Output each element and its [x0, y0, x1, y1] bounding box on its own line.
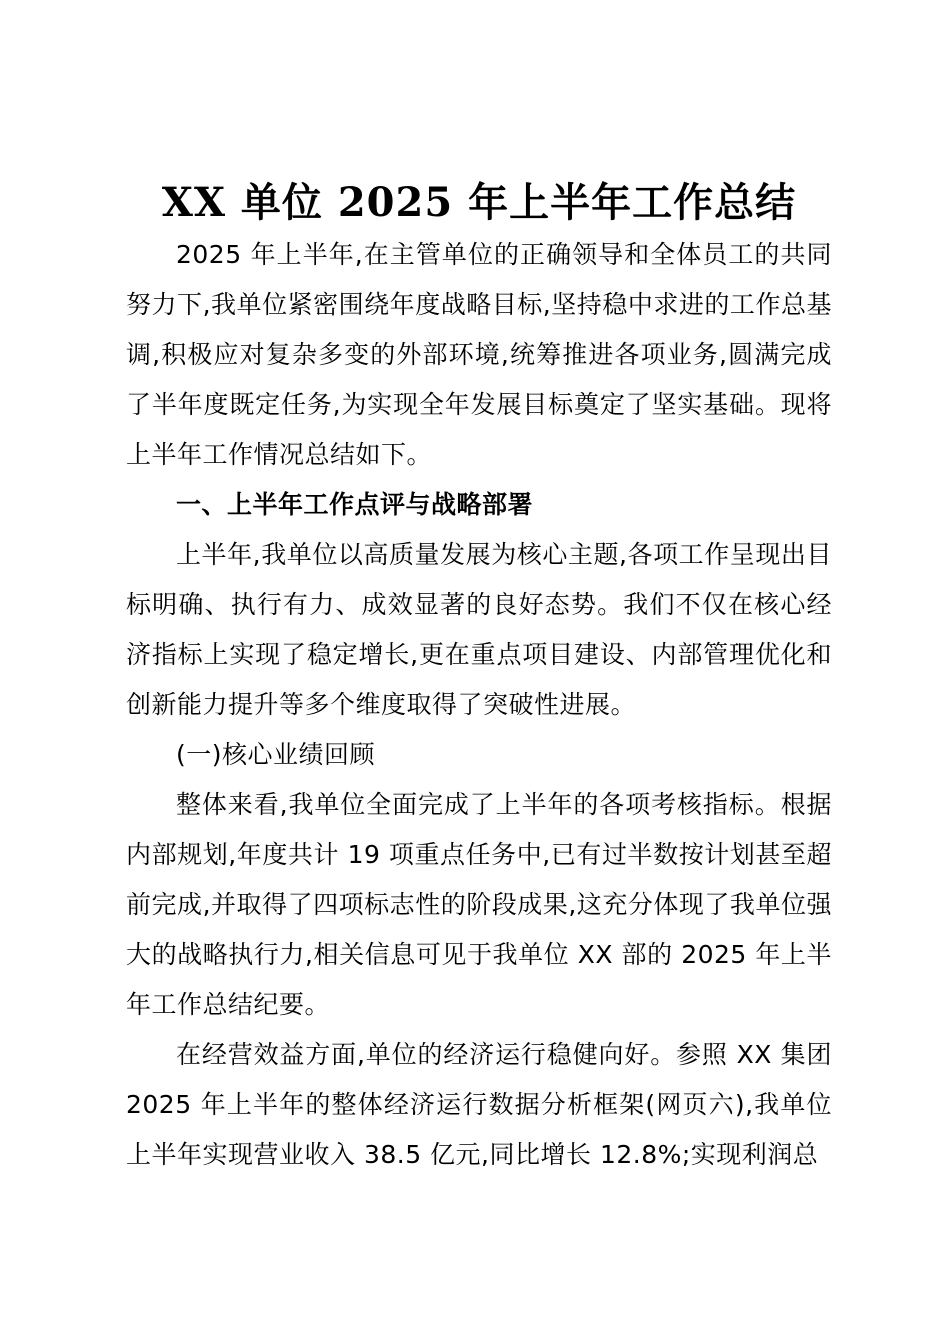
document-content: [126, 176, 832, 1180]
document-title: XX 单位 2025 年上半年工作总结: [161, 179, 797, 226]
paragraph-intro: 2025 年上半年,在主管单位的正确领导和全体员工的共同努力下,我单位紧密围绕年度战略目标,坚持稳中求进的工作总基调,积极应对复杂多变的外部环境,统筹推进各项业务,圆满完成了半年度既定任务,为实现全年发展目标奠定了坚实基础。现将上半年工作情况总结如下。: [126, 240, 832, 469]
subsection-heading-1-1: (一)核心业绩回顾: [176, 740, 376, 769]
paragraph-performance-review: 整体来看,我单位全面完成了上半年的各项考核指标。根据内部规划,年度共计 19 项重点任务中,已有过半数按计划甚至超前完成,并取得了四项标志性的阶段成果,这充分体现了我单位强大的战略执行力,相关信息可见于我单位 XX 部的 2025 年上半年工作总结纪要。: [126, 790, 832, 1019]
section-heading-1: 一、上半年工作点评与战略部署: [176, 490, 534, 519]
paragraph-economic-results: 在经营效益方面,单位的经济运行稳健向好。参照 XX 集团 2025 年上半年的整体经济运行数据分析框架(网页六),我单位上半年实现营业收入 38.5 亿元,同比增长 12.8%;实现利润总: [126, 1040, 832, 1169]
paragraph-overview: 上半年,我单位以高质量发展为核心主题,各项工作呈现出目标明确、执行有力、成效显著的良好态势。我们不仅在核心经济指标上实现了稳定增长,更在重点项目建设、内部管理优化和创新能力提升等多个维度取得了突破性进展。: [126, 540, 832, 719]
